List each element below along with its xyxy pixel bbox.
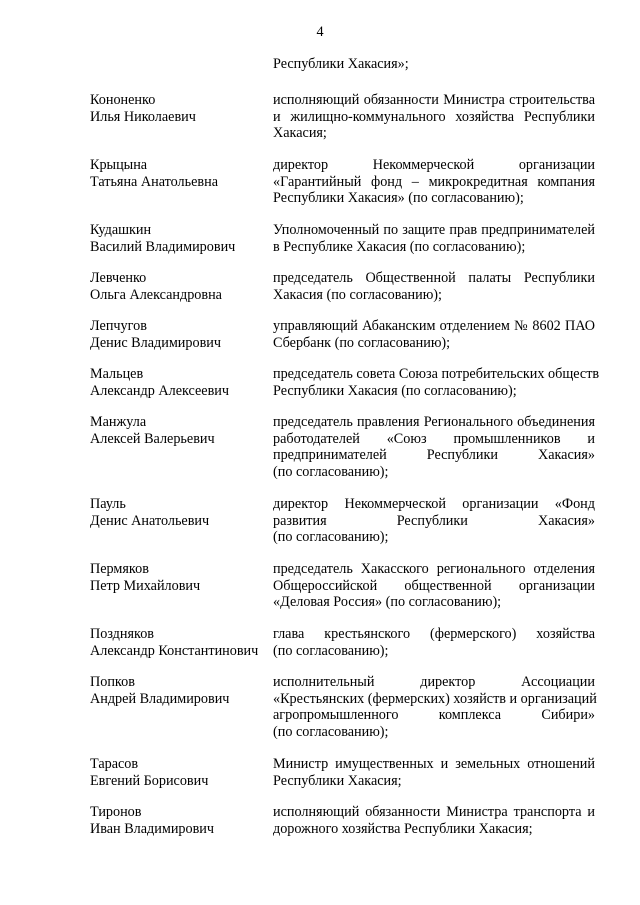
continued-text: Республики Хакасия»;	[273, 56, 409, 72]
member-role	[273, 92, 595, 142]
member-surname: Попков	[90, 674, 135, 690]
member-name	[90, 496, 268, 529]
member-surname: Мальцев	[90, 366, 144, 382]
member-surname: Пауль	[90, 496, 126, 512]
member-role	[273, 366, 600, 399]
member-surname: Манжула	[90, 414, 147, 430]
member-surname: Левченко	[90, 270, 147, 286]
member-given-names: Василий Владимирович	[90, 238, 236, 255]
member-role-line: председатель совета Союза потребительских обществ	[273, 366, 600, 382]
member-role-line: (по согласованию);	[273, 463, 389, 480]
member-role-line: Общероссийской общественной организации	[273, 577, 595, 594]
member-given-names: Андрей Владимирович	[90, 690, 230, 707]
member-name	[90, 222, 268, 255]
member-role-line: «Гарантийный фонд – микрокредитная компания	[273, 173, 595, 190]
member-role	[273, 222, 595, 255]
member-role-line: (по согласованию);	[273, 723, 389, 740]
member-name	[90, 366, 268, 399]
member-given-names: Татьяна Анатольевна	[90, 173, 218, 190]
member-role-line: директор Некоммерческой организации	[273, 157, 595, 173]
member-role-line: предпринимателей Республики Хакасия»	[273, 447, 595, 463]
member-role-line: директор Некоммерческой организации «Фонд	[273, 496, 595, 512]
member-role	[273, 496, 595, 546]
member-role-line: Республики Хакасия» (по согласованию);	[273, 190, 524, 206]
member-role	[273, 318, 595, 351]
member-name	[90, 674, 268, 707]
member-role-line: председатель Общественной палаты Республики	[273, 270, 595, 286]
member-role-line: «Крестьянских (фермерских) хозяйств и организаций	[273, 690, 597, 707]
member-role-line: Республики Хакасия;	[273, 772, 402, 789]
member-given-names: Ольга Александровна	[90, 286, 222, 303]
member-role	[273, 626, 595, 659]
member-role-line: управляющий Абаканским отделением № 8602 ПАО	[273, 318, 595, 334]
member-role-line: Министр имущественных и земельных отношений	[273, 756, 595, 772]
member-given-names: Алексей Валерьевич	[90, 430, 215, 447]
member-surname: Тарасов	[90, 756, 139, 772]
member-name	[90, 756, 268, 789]
member-name	[90, 92, 268, 125]
member-role-line: развития Республики Хакасия»	[273, 512, 595, 529]
member-name	[90, 804, 268, 837]
member-role-line: дорожного хозяйства Республики Хакасия;	[273, 820, 533, 837]
member-surname: Поздняков	[90, 626, 154, 642]
member-role-line: исполняющий обязанности Министра строительства	[273, 92, 595, 108]
member-role-line: глава крестьянского (фермерского) хозяйства	[273, 626, 595, 642]
member-given-names: Александр Алексеевич	[90, 382, 230, 399]
member-name	[90, 626, 268, 659]
member-role-line: Хакасия (по согласованию);	[273, 286, 442, 303]
member-role	[273, 804, 595, 837]
member-name	[90, 157, 268, 190]
member-name	[90, 270, 268, 303]
member-given-names: Денис Владимирович	[90, 334, 222, 351]
page-number: 4	[316, 24, 324, 40]
member-role-line: исполняющий обязанности Министра транспорта и	[273, 804, 595, 820]
member-role-line: Республики Хакасия (по согласованию);	[273, 382, 517, 399]
member-given-names: Петр Михайлович	[90, 577, 201, 594]
member-role	[273, 270, 595, 303]
member-role	[273, 414, 595, 480]
member-name	[90, 414, 268, 447]
member-given-names: Александр Константинович	[90, 642, 259, 659]
member-role-line: Хакасия;	[273, 125, 327, 141]
member-given-names: Илья Николаевич	[90, 108, 196, 125]
member-surname: Кудашкин	[90, 222, 152, 238]
member-role	[273, 756, 595, 789]
member-role-line: и жилищно-коммунального хозяйства Республики	[273, 108, 595, 125]
member-surname: Кононенко	[90, 92, 156, 108]
member-given-names: Иван Владимирович	[90, 820, 215, 837]
member-given-names: Евгений Борисович	[90, 772, 209, 789]
member-role-line: исполнительный директор Ассоциации	[273, 674, 595, 690]
member-role-line: агропромышленного комплекса Сибири»	[273, 707, 595, 723]
member-surname: Крыцына	[90, 157, 148, 173]
member-role	[273, 561, 595, 611]
member-role-line: (по согласованию);	[273, 642, 389, 659]
member-name	[90, 318, 268, 351]
member-surname: Лепчугов	[90, 318, 147, 334]
member-role-line: в Республике Хакасия (по согласованию);	[273, 238, 526, 255]
member-role-line: «Деловая Россия» (по согласованию);	[273, 594, 502, 610]
member-role-line: Уполномоченный по защите прав предпринимателей	[273, 222, 595, 238]
member-role-line: Сбербанк (по согласованию);	[273, 334, 451, 351]
member-role	[273, 674, 595, 740]
member-role-line: председатель Хакасского регионального отделения	[273, 561, 595, 577]
member-role-line: работодателей «Союз промышленников и	[273, 430, 595, 447]
member-name	[90, 561, 268, 594]
member-given-names: Денис Анатольевич	[90, 512, 210, 529]
member-surname: Тиронов	[90, 804, 142, 820]
member-surname: Пермяков	[90, 561, 149, 577]
member-role	[273, 157, 595, 207]
member-role-line: председатель правления Регионального объединения	[273, 414, 595, 430]
member-role-line: (по согласованию);	[273, 529, 389, 545]
